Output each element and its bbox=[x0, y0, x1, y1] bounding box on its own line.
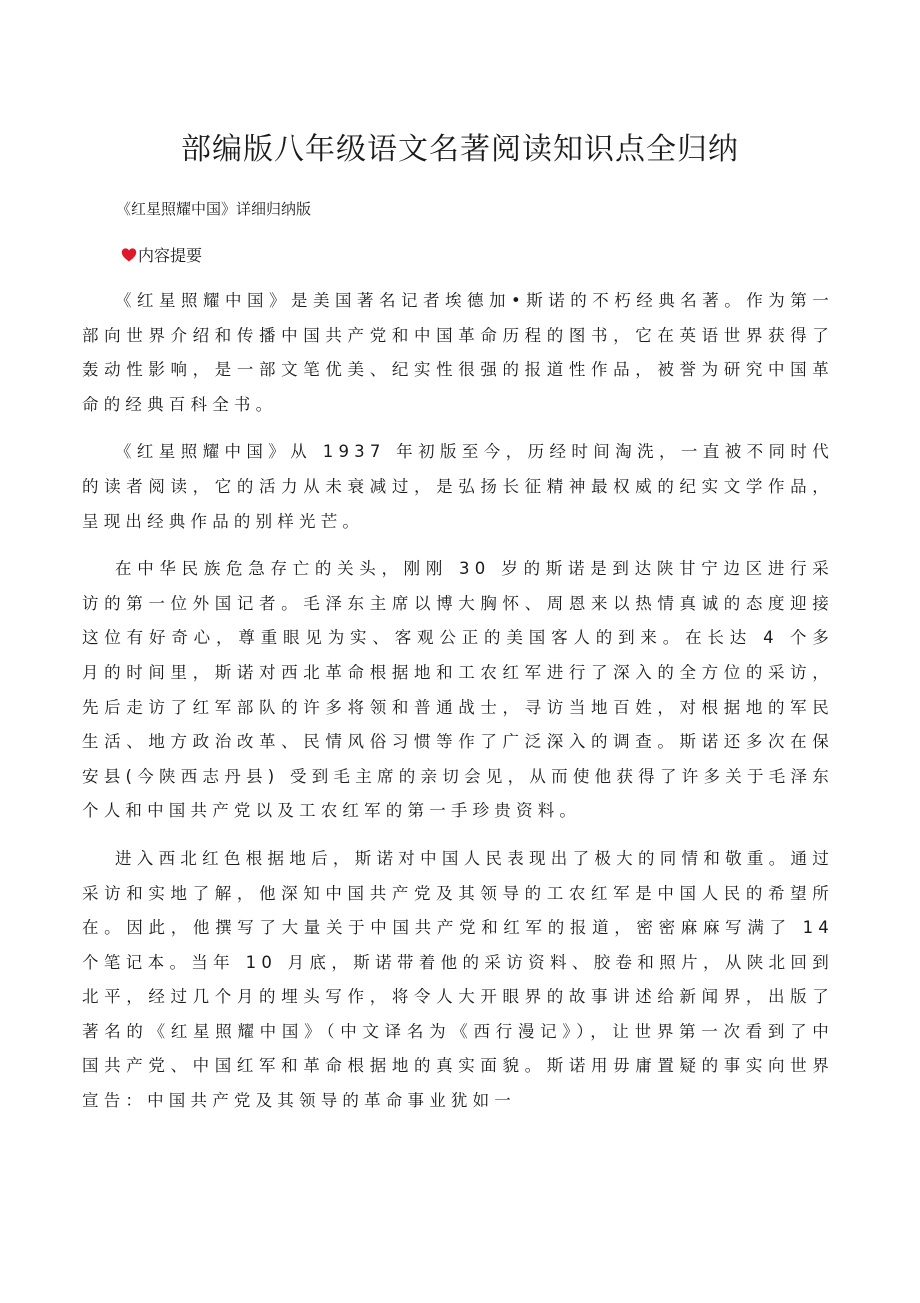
heart-icon bbox=[121, 247, 137, 263]
paragraph: 《红星照耀中国》是美国著名记者埃德加•斯诺的不朽经典名著。作为第一部向世界介绍和传播中国共产党和中国革命历程的图书，它在英语世界获得了轰动性影响，是一部文笔优美、纪实性很强的报道性作品，被誉为研究中国革命的经典百科全书。 bbox=[82, 291, 834, 414]
paragraph: 在中华民族危急存亡的关头，刚刚 30 岁的斯诺是到达陕甘宁边区进行采访的第一位外国记者。毛泽东主席以博大胸怀、周恩来以热情真诚的态度迎接这位有好奇心，尊重眼见为实、客观公正的美国客人的到来。在长达 4 个多月的时间里，斯诺对西北革命根据地和工农红军进行了深入的全方位的采访，先后走访了红军部队的许多将领和普通战士，寻访当地百姓，对根据地的军民生活、地方政治改革、民情风俗习惯等作了广泛深入的调查。斯诺还多次在保安县(今陕西志丹县) 受到毛主席的亲切会见，从而使他获得了许多关于毛泽东个人和中国共产党以及工农红军的第一手珍贵资料。 bbox=[82, 559, 834, 821]
document-subtitle: 《红星照耀中国》详细归纳版 bbox=[116, 200, 312, 218]
paragraph: 进入西北红色根据地后，斯诺对中国人民表现出了极大的同情和敬重。通过采访和实地了解，他深知中国共产党及其领导的工农红军是中国人民的希望所在。因此，他撰写了大量关于中国共产党和红军的报道，密密麻麻写满了 14 个笔记本。当年 10 月底，斯诺带着他的采访资料、胶卷和照片，从陕北回到北平，经过几个月的埋头写作，将令人大开眼界的故事讲述给新闻界，出版了著名的《红星照耀中国》（中文译名为《西行漫记》），让世界第一次看到了中国共产党、中国红军和革命根据地的真实面貌。斯诺用毋庸置疑的事实向世界宣告：中国共产党及其领导的革命事业犹如一 bbox=[82, 848, 834, 1111]
paragraph: 《红星照耀中国》从 1937 年初版至今，历经时间淘洗，一直被不同时代的读者阅读，它的活力从未衰减过，是弘扬长征精神最权威的纪实文学作品，呈现出经典作品的别样光芒。 bbox=[82, 442, 834, 531]
section-heading bbox=[121, 243, 202, 266]
article-body bbox=[82, 284, 834, 1132]
section-heading-label: 内容提要 bbox=[138, 246, 203, 265]
page-title: 部编版八年级语文名著阅读知识点全归纳 bbox=[181, 132, 739, 167]
